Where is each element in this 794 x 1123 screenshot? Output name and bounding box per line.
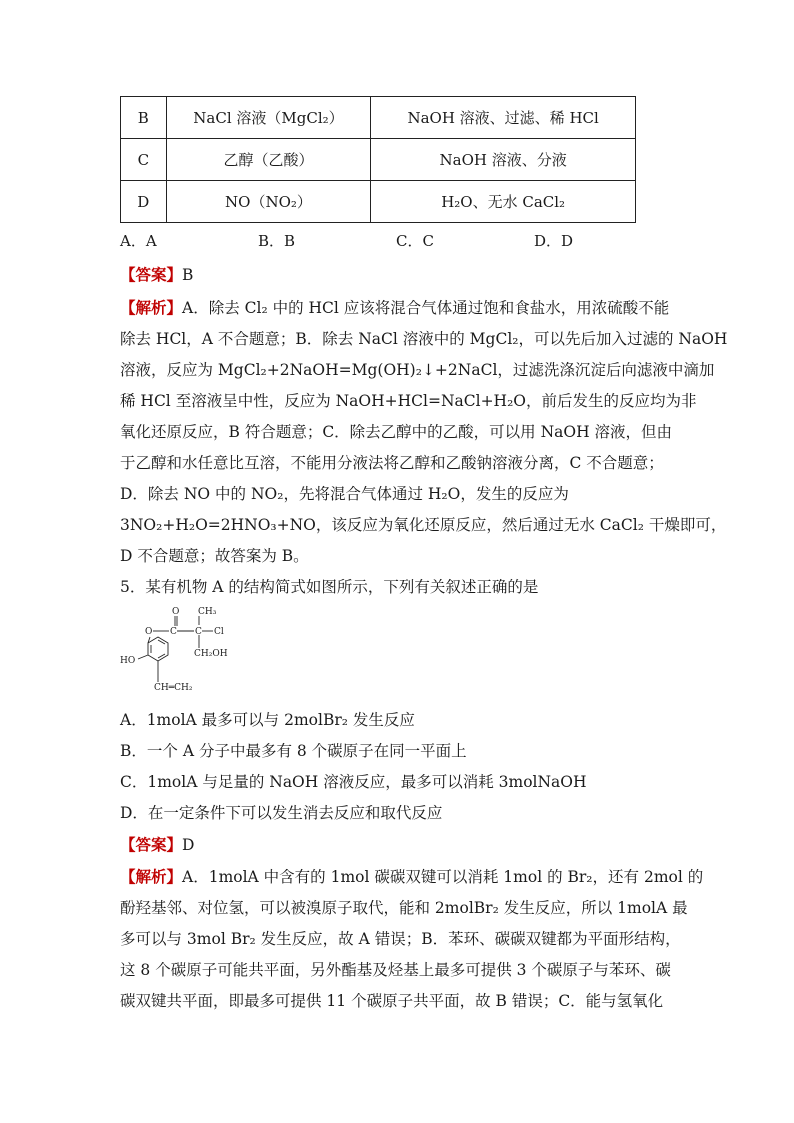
answer-value: D (182, 836, 195, 854)
q4-option-c: C．C (396, 232, 434, 250)
q4-analysis-line: D 不合题意；故答案为 B。 (120, 547, 309, 565)
answer-tag: 【答案】 (120, 835, 183, 854)
q5-option-d: D．在一定条件下可以发生消去反应和取代反应 (120, 804, 443, 822)
mol-ho: HO (120, 656, 136, 666)
analysis-tag: 【解析】 (120, 867, 183, 886)
q5-analysis-line: 这 8 个碳原子可能共平面，另外酯基及烃基上最多可提供 3 个碳原子与苯环、碳 (120, 961, 671, 979)
mol-ch3: CH₃ (198, 607, 217, 617)
mol-c2: C (195, 627, 202, 637)
q4-option-b: B．B (258, 232, 296, 250)
q5-analysis-line: 酚羟基邻、对位氢，可以被溴原子取代，能和 2molBr₂ 发生反应，所以 1molA 最 (120, 899, 688, 917)
q4-analysis-line: 3NO₂+H₂O=2HNO₃+NO，该反应为氧化还原反应，然后通过无水 CaCl₂ 干燥即可， (120, 516, 727, 534)
q4-options (120, 230, 680, 250)
q4-analysis-line: 【解析】A．除去 Cl₂ 中的 HCl 应该将混合气体通过饱和食盐水，用浓硫酸不能 (120, 298, 670, 317)
q5-option-a: A．1molA 最多可以与 2molBr₂ 发生反应 (120, 711, 415, 729)
q4-analysis-line: D．除去 NO 中的 NO₂，先将混合气体通过 H₂O，发生的反应为 (120, 485, 569, 503)
molecule-structure (120, 604, 240, 694)
table-cell-substance: 乙醇（乙酸） (166, 139, 371, 181)
q5-option-b: B．一个 A 分子中最多有 8 个碳原子在同一平面上 (120, 742, 467, 760)
mol-c1: C (170, 627, 177, 637)
answer-value: B (182, 266, 194, 284)
q4-option-a: A．A (120, 232, 157, 250)
options-table (120, 96, 636, 223)
table-cell-reagent: H₂O、无水 CaCl₂ (371, 181, 636, 223)
q4-analysis-line: 除去 HCl，A 不合题意；B．除去 NaCl 溶液中的 MgCl₂，可以先后加入过滤的 NaOH (120, 330, 728, 348)
q5-option-c: C．1molA 与足量的 NaOH 溶液反应，最多可以消耗 3molNaOH (120, 773, 587, 791)
table-cell-label: B (121, 97, 167, 139)
q4-analysis-line: 稀 HCl 至溶液呈中性，反应为 NaOH+HCl=NaCl+H₂O，前后发生的反应均为非 (120, 392, 697, 410)
table-cell-label: D (121, 181, 167, 223)
q5-analysis-line: 【解析】A．1molA 中含有的 1mol 碳碳双键可以消耗 1mol 的 Br₂，还有 2mol 的 (120, 867, 704, 886)
q4-analysis-line: 氧化还原反应，B 符合题意；C．除去乙醇中的乙酸，可以用 NaOH 溶液，但由 (120, 423, 673, 441)
q4-answer (120, 263, 193, 285)
table-cell-reagent: NaOH 溶液、分液 (371, 139, 636, 181)
table-row (121, 181, 636, 223)
q5-stem: 5．某有机物 A 的结构简式如图所示，下列有关叙述正确的是 (120, 578, 539, 596)
mol-o-top: O (172, 607, 180, 617)
table-cell-substance: NaCl 溶液（MgCl₂） (166, 97, 371, 139)
q5-analysis-line: 多可以与 3mol Br₂ 发生反应，故 A 错误；B．苯环、碳碳双键都为平面形结构， (120, 930, 681, 948)
q4-analysis-line: 溶液，反应为 MgCl₂+2NaOH=Mg(OH)₂↓+2NaCl，过滤洗涤沉淀后向滤液中滴加 (120, 361, 715, 379)
table-cell-label: C (121, 139, 167, 181)
table-cell-substance: NO（NO₂） (166, 181, 371, 223)
table-row (121, 139, 636, 181)
analysis-tag: 【解析】 (120, 298, 183, 317)
q4-option-d: D．D (534, 232, 574, 250)
mol-bond (138, 655, 148, 659)
mol-cl: Cl (214, 627, 224, 637)
q5-answer (120, 833, 194, 855)
mol-o-ester: O (145, 627, 153, 637)
table-row (121, 97, 636, 139)
mol-ch2oh: CH₂OH (194, 649, 228, 659)
q5-analysis-line: 碳双键共平面，即最多可提供 11 个碳原子共平面，故 B 错误；C．能与氢氧化 (120, 992, 664, 1010)
table-cell-reagent: NaOH 溶液、过滤、稀 HCl (371, 97, 636, 139)
mol-vinyl: CH═CH₂ (154, 683, 193, 693)
answer-tag: 【答案】 (120, 265, 183, 284)
q4-analysis-line: 于乙醇和水任意比互溶，不能用分液法将乙醇和乙酸钠溶液分离，C 不合题意； (120, 454, 664, 472)
